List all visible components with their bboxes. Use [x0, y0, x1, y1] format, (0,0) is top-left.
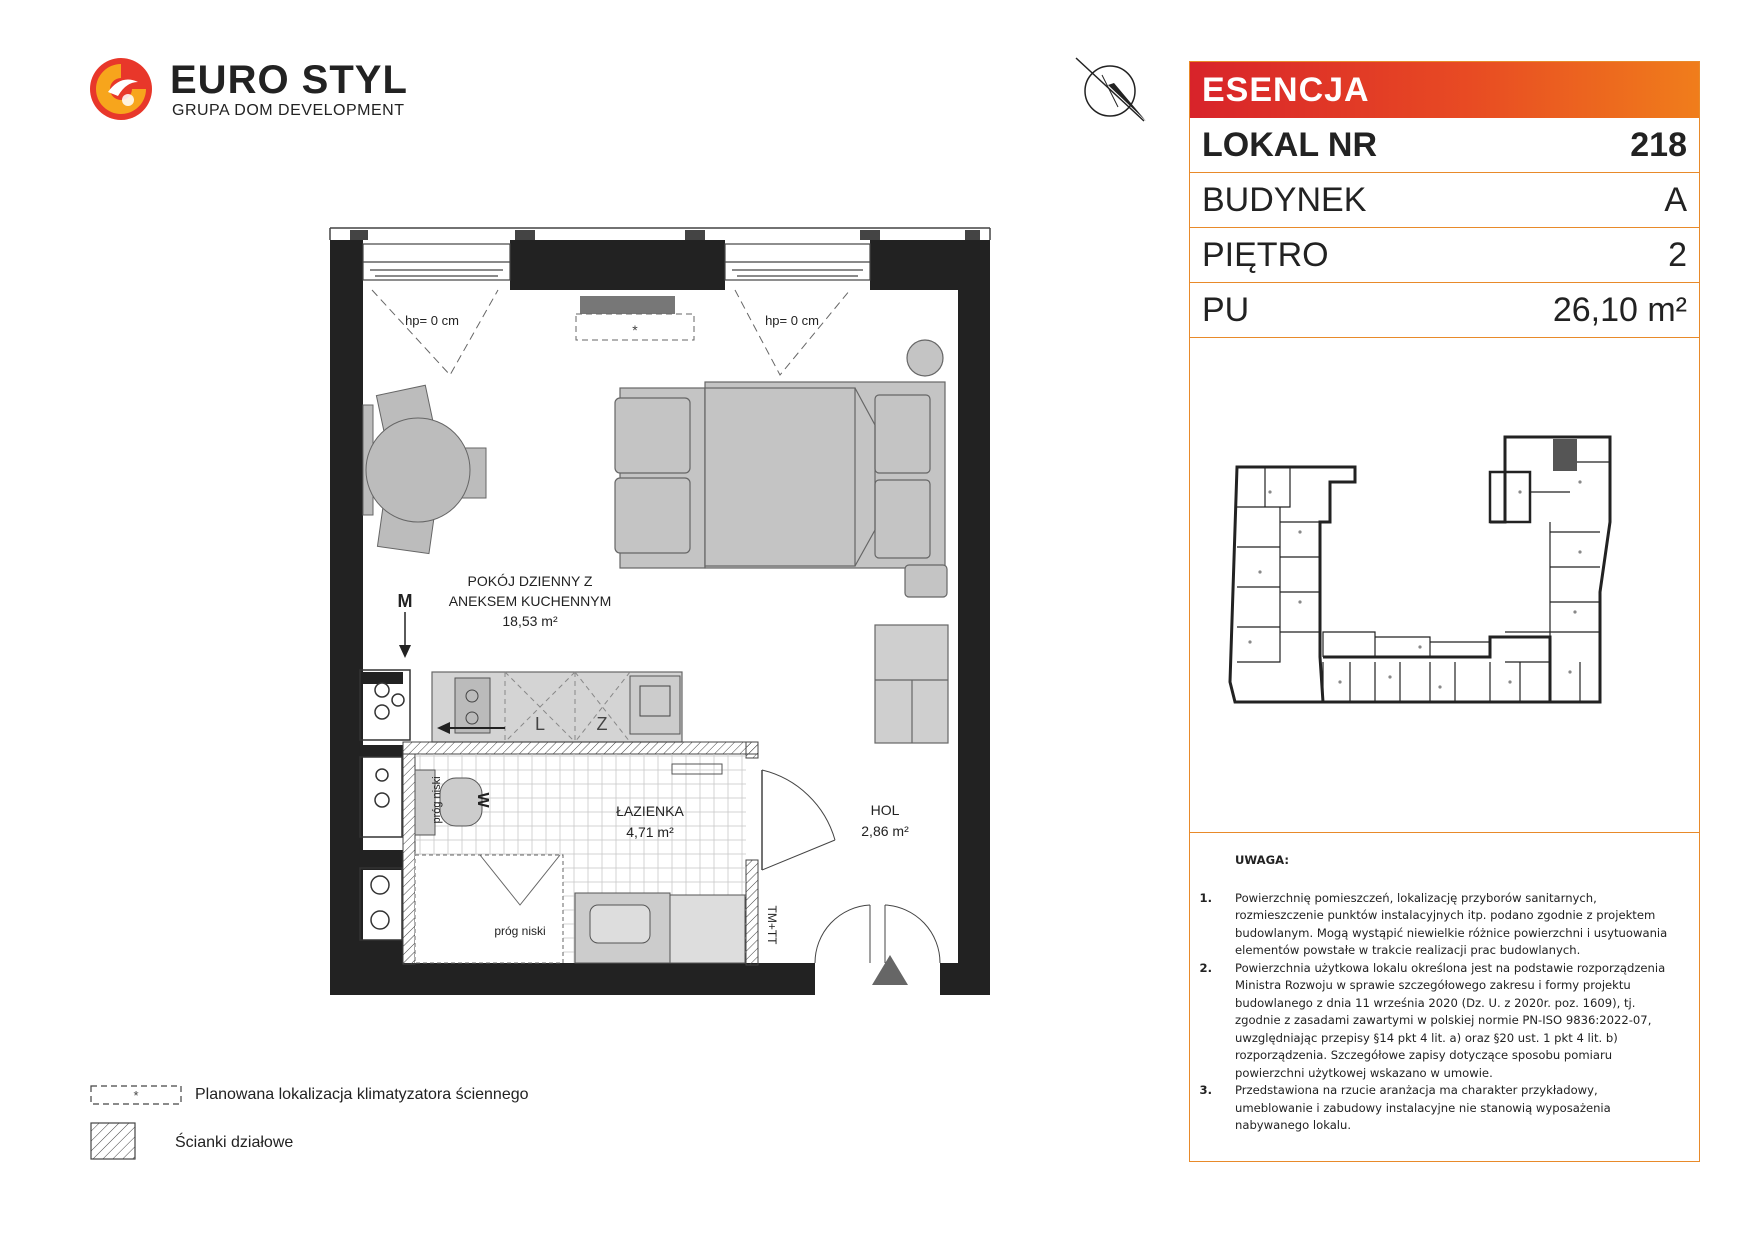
row-floor [1190, 228, 1699, 283]
notes-section [1190, 852, 1699, 1135]
ac-legend-marker: * [133, 1088, 139, 1103]
partition-legend-symbol [90, 1122, 136, 1160]
window-right [725, 244, 870, 280]
sofa-bed [615, 340, 947, 597]
window-left [363, 244, 510, 280]
ac-marker: * [632, 322, 638, 338]
hall-area: 2,86 m² [861, 823, 909, 839]
threshold-label: próg niski [494, 924, 546, 938]
kitchen-letter-l: L [534, 714, 546, 734]
floor-plan [320, 220, 1000, 1000]
row-unit-number [1190, 118, 1699, 173]
air-conditioner-location [576, 296, 694, 340]
notes-title: UWAGA: [1235, 853, 1289, 867]
note-text: Powierzchnia użytkowa lokalu określona jest na podstawie rozporządzenia Ministra Rozwoju w sprawie szczegółowego zakresu i formy projektu budowlanego z dnia 11 września 2020 (Dz. U. z 2020r. poz. 1609), tj. zgodnie z zasadami zawartymi w polskiej normie PN-ISO 9836:2022-07, uwzględniając przepisy §14 pkt 4 lit. a) oraz §20 ust. 1 pkt 4 lit. b) rozporządzenia. Szczegółowe zapisy dotyczące sposobu pomiaru powierzchni użytkowej wskazano w umowie. [1235, 960, 1666, 1080]
row-label: PIĘTRO [1202, 235, 1329, 274]
project-name: ESENCJA [1190, 62, 1699, 118]
info-panel [1189, 61, 1700, 1162]
row-label: BUDYNEK [1202, 180, 1367, 219]
note-number: 2. [1199, 960, 1212, 975]
brand-subtitle: GRUPA DOM DEVELOPMENT [172, 102, 405, 119]
window-left-label: hp= 0 cm [405, 313, 459, 328]
meter-w-label: W [474, 792, 491, 808]
ac-legend-symbol [90, 1085, 182, 1107]
note-item [1190, 960, 1699, 1083]
brand-name: EURO STYL [170, 58, 408, 102]
row-value: 26,10 m² [1552, 290, 1687, 329]
note-item [1190, 1082, 1699, 1135]
note-text: Powierzchnię pomieszczeń, lokalizację przyborów sanitarnych, rozmieszczenie punktów instalacyjnych itp. podano zgodnie z projektem budowlanym. Mogą wystąpić niewielkie różnice powierzchni i usytuowania elementów powstałe w trakcie realizacji prac budowlanych. [1235, 890, 1668, 957]
dining-set [363, 385, 486, 553]
threshold-label-vertical: próg niski [431, 776, 443, 824]
hall-name: HOL [870, 802, 900, 818]
entrance-door [815, 905, 940, 963]
partition-legend-label: Ścianki działowe [175, 1134, 294, 1151]
row-value: A [1664, 180, 1687, 219]
bathroom-area: 4,71 m² [626, 824, 674, 840]
note-number: 1. [1199, 890, 1212, 905]
living-room-name-2: ANEKSEM KUCHENNYM [448, 593, 612, 609]
row-label: PU [1202, 290, 1250, 329]
kitchenette [432, 672, 682, 742]
bathroom [415, 754, 835, 963]
brand-logo [88, 56, 408, 126]
meter-m [398, 591, 413, 658]
row-label: LOKAL NR [1202, 125, 1378, 164]
floor-key-plan [1190, 342, 1699, 832]
row-building [1190, 173, 1699, 228]
living-room-area: 18,53 m² [502, 613, 558, 629]
tm-label: TM+TT [765, 905, 779, 945]
window-right-label: hp= 0 cm [765, 313, 819, 328]
eurostyl-logo-icon [88, 56, 154, 122]
bathroom-name: ŁAZIENKA [616, 803, 684, 819]
meter-m-label: M [397, 591, 413, 611]
row-value: 2 [1668, 235, 1687, 274]
key-plan [1190, 342, 1699, 833]
kitchen-letter-z: Z [596, 714, 608, 734]
ac-legend-label: Planowana lokalizacja klimatyzatora ściennego [195, 1086, 529, 1103]
note-item [1190, 890, 1699, 960]
row-area [1190, 283, 1699, 338]
row-value: 218 [1630, 125, 1687, 164]
note-text: Przedstawiona na rzucie aranżacja ma charakter przykładowy, umeblowanie i zabudowy instalacyjne nie stanowią wyposażenia nabywanego lokalu. [1235, 1083, 1611, 1132]
note-number: 3. [1199, 1083, 1212, 1097]
living-room-name-1: POKÓJ DZIENNY Z [467, 573, 593, 589]
compass-icon [1070, 55, 1150, 125]
wardrobe [875, 625, 948, 743]
entrance-arrow-icon [872, 955, 908, 985]
